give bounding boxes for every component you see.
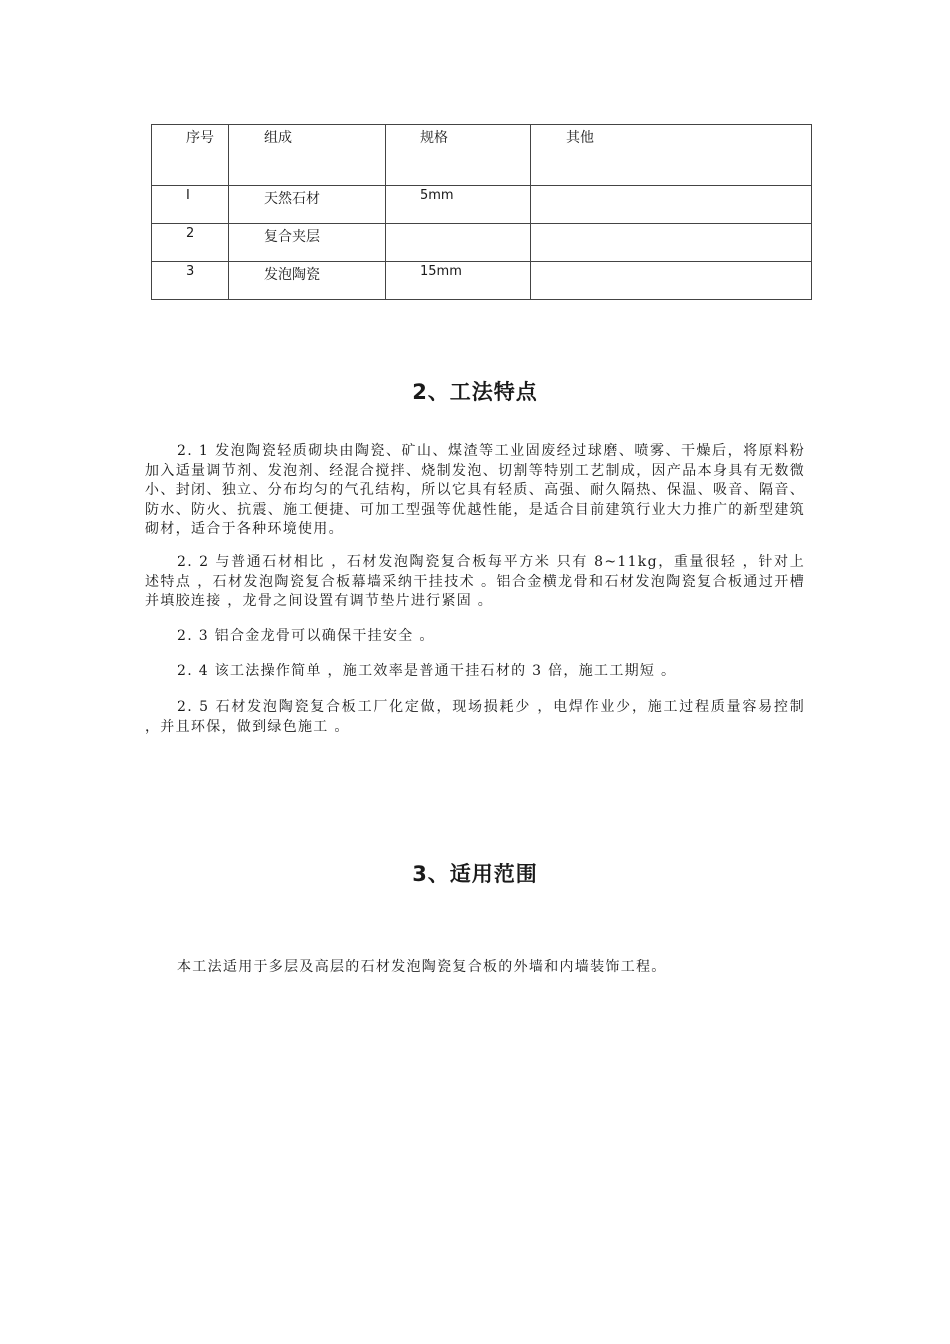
row-index: I (186, 188, 190, 203)
section-2-title: 2、工法特点 (412, 380, 538, 404)
row-component: 复合夹层 (264, 229, 320, 245)
row-other (531, 196, 566, 198)
header-cell (152, 125, 229, 186)
table-cell (229, 186, 386, 224)
row-index: 2 (186, 226, 195, 241)
table-row (152, 186, 812, 224)
table-row (152, 262, 812, 300)
paragraph-2-1 (145, 442, 805, 540)
paragraph-text: 2. 4 该工法操作简单 ，施工效率是普通干挂石材的 3 倍，施工工期短 。 (177, 663, 677, 679)
header-spec: 规格 (420, 130, 448, 146)
table-cell (386, 224, 531, 262)
header-index: 序号 (186, 130, 214, 146)
table-cell (152, 224, 229, 262)
row-other (531, 234, 566, 236)
paragraph-text: 2. 3 铝合金龙骨可以确保干挂安全 。 (177, 628, 435, 644)
table-header-row (152, 125, 812, 186)
row-spec: 15mm (420, 264, 462, 279)
paragraph-text: 2. 1 发泡陶瓷轻质砌块由陶瓷、矿山、煤渣等工业固废经过球磨、喷雾、干燥后，将原料粉加入适量调节剂、发泡剂、经混合搅拌、烧制发泡、切割等特别工艺制成，因产品本身具有无数微小、封闭、独立、分布均匀的气孔结构，所以它具有轻质、高强、耐久隔热、保温、吸音、隔音、防水、防火、抗震、施工便捷、可加工型强等优越性能，是适合目前建筑行业大力推广的新型建筑砌材，适合于各种环境使用。 (145, 443, 805, 537)
table-cell (531, 262, 812, 300)
table-cell (152, 186, 229, 224)
header-component: 组成 (264, 130, 292, 146)
table-cell (531, 186, 812, 224)
paragraph-2-5 (145, 698, 805, 737)
table-cell (229, 262, 386, 300)
composition-table (151, 124, 812, 300)
table-cell (152, 262, 229, 300)
row-spec: 5mm (420, 188, 454, 203)
header-cell (229, 125, 386, 186)
header-cell (386, 125, 531, 186)
paragraph-text: 2. 2 与普通石材相比 ，石材发泡陶瓷复合板每平方米 只有 8~11kg，重量很轻 ，针对上述特点 ，石材发泡陶瓷复合板幕墙采纳干挂技术 。铝合金横龙骨和石材发泡陶瓷复合板通过开槽并填胶连接 ，龙骨之间设置有调节垫片进行紧固 。 (145, 554, 805, 609)
table-cell (386, 186, 531, 224)
table-cell (386, 262, 531, 300)
row-spec (386, 234, 420, 236)
row-component: 发泡陶瓷 (264, 267, 320, 283)
paragraph-2-2 (145, 553, 805, 612)
table-cell (531, 224, 812, 262)
paragraph-3-1 (145, 958, 805, 978)
table-cell (229, 224, 386, 262)
paragraph-text: 本工法适用于多层及高层的石材发泡陶瓷复合板的外墙和内墙装饰工程。 (177, 959, 667, 975)
row-other (531, 272, 566, 274)
paragraph-2-3 (145, 627, 805, 647)
paragraph-2-4 (145, 662, 805, 682)
header-cell (531, 125, 812, 186)
table-row (152, 224, 812, 262)
row-component: 天然石材 (264, 191, 320, 207)
header-other: 其他 (566, 130, 594, 146)
row-index: 3 (186, 264, 195, 279)
section-3-title: 3、适用范围 (412, 862, 538, 886)
paragraph-text: 2. 5 石材发泡陶瓷复合板工厂化定做，现场损耗少 ，电焊作业少，施工过程质量容易控制 ，并且环保，做到绿色施工 。 (145, 699, 805, 735)
